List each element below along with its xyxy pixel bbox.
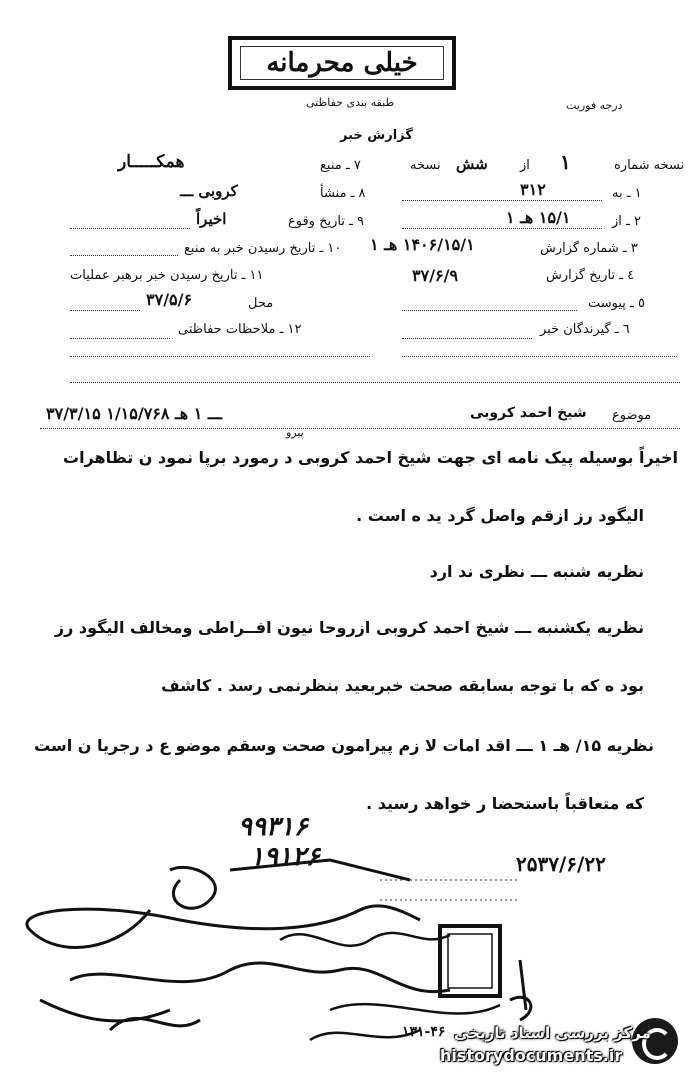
field-7-value: همکـــــار	[118, 152, 185, 172]
field-10-dots	[70, 255, 178, 256]
field-6-label: ٦ ـ گیرندگان خبر	[540, 322, 630, 337]
body-line-7: که متعاقباً باستحضا ر خواهد رسید .	[366, 794, 644, 813]
field-12-dots	[70, 338, 170, 339]
field-10-label: ۱۰ ـ تاریخ رسیدن خبر به منبع	[184, 241, 342, 256]
subject-reference: ۳۷/۳/۱۵ ـــ ۱ هـ ۱/۱۵/۷۶۸	[46, 404, 222, 423]
report-title: گزارش خبر	[340, 128, 413, 143]
confidential-stamp	[228, 36, 456, 90]
body-line-4: نظریه یکشنبه ـــ شیخ احمد کروبی ازروحا نیون افــراطی ومخالف الیگود رز	[54, 618, 644, 637]
field-1-value: ۳۱۲	[520, 180, 546, 199]
of-value: شش	[456, 155, 488, 173]
body-line-2: الیگود رز ازقم واصل گرد ید ه است .	[356, 506, 644, 525]
place-label: محل	[248, 296, 274, 311]
field-9-value: اخیراً	[196, 210, 227, 228]
field-9-label: ۹ ـ تاریخ وقوع	[288, 214, 365, 229]
field-2-value: ۱۵/۱ هـ ۱	[506, 208, 571, 227]
field-7-label: ۷ ـ منبع	[320, 158, 361, 173]
copy-word: نسخه	[410, 158, 441, 173]
watermark-site-name: مرکز بررسی اسناد تاریخی	[454, 1024, 651, 1042]
of-label: از	[520, 158, 530, 173]
field-2-label: ۲ ـ از	[612, 214, 641, 229]
field-3-value: ۱۴۰۶/۱۵/۱ هـ ۱	[370, 235, 475, 254]
field-5-dots	[402, 310, 577, 311]
field-11-label: ۱۱ ـ تاریخ رسیدن خبر برهبر عملیات	[70, 268, 264, 283]
field-4-label: ٤ ـ تاریخ گزارش	[546, 268, 635, 283]
subject-label: موضوع	[612, 408, 652, 423]
subject-value: شیخ احمد کروبی	[470, 405, 587, 421]
watermark-url: historydocuments.ir	[440, 1046, 623, 1065]
header-divider	[70, 382, 680, 383]
subject-ref-note: پیرو	[286, 426, 304, 439]
field-3-label: ۳ ـ شماره گزارش	[540, 241, 638, 256]
field-2-dots	[402, 228, 602, 229]
body-line-6: نظریه ۱۵/ هـ ۱ ـــ اقد امات لا زم پیرامون صحت وسقم موضو ع د رجریا ن است	[34, 736, 654, 755]
place-value: ۳۷/۵/۶	[146, 290, 193, 309]
field-1-dots	[402, 200, 602, 201]
archive-code: ۱۳۱-۴۶	[402, 1024, 446, 1040]
field-1-label: ۱ ـ به	[612, 186, 642, 201]
body-line-1: اخیراً بوسیله پیک نامه ای جهت شیخ احمد کروبی د رمورد برپا نمود ن تظاهرات	[62, 448, 678, 467]
field-8-value: کروبی ـــ	[180, 182, 238, 200]
field-12-dots-2	[70, 356, 370, 357]
field-8-label: ۸ ـ منشأ	[320, 186, 366, 201]
classification-label: طبقه بندی حفاظتی	[306, 96, 395, 109]
place-dots	[70, 310, 140, 311]
field-4-value: ۳۷/۶/۹	[412, 266, 459, 285]
field-5-label: ٥ ـ پیوست	[588, 296, 645, 311]
body-line-3: نظریه شنبه ـــ نظری ند ارد	[429, 562, 644, 581]
subject-underline	[40, 428, 680, 429]
field-6-dots	[402, 338, 532, 339]
field-9-dots	[70, 228, 190, 229]
stamp-text: خیلی محرمانه	[266, 48, 418, 78]
field-6-dots-2	[402, 356, 677, 357]
handwritten-date: ۲۵۳۷/۶/۲۲	[516, 852, 606, 876]
priority-label: درجه فوریت	[566, 99, 623, 112]
body-line-5: بود ه که با توجه بسابقه صحت خبربعید بنظرنمی رسد . کاشف	[161, 676, 644, 695]
handwritten-number-1: ۹۹۳۱۶	[238, 812, 308, 842]
handwritten-number-2: ۱۹۱۲۶	[250, 842, 320, 872]
copy-number-value: ۱	[560, 150, 571, 174]
copy-number-label: نسخه شماره	[614, 158, 685, 173]
field-12-label: ۱۲ ـ ملاحظات حفاظتی	[178, 322, 302, 337]
